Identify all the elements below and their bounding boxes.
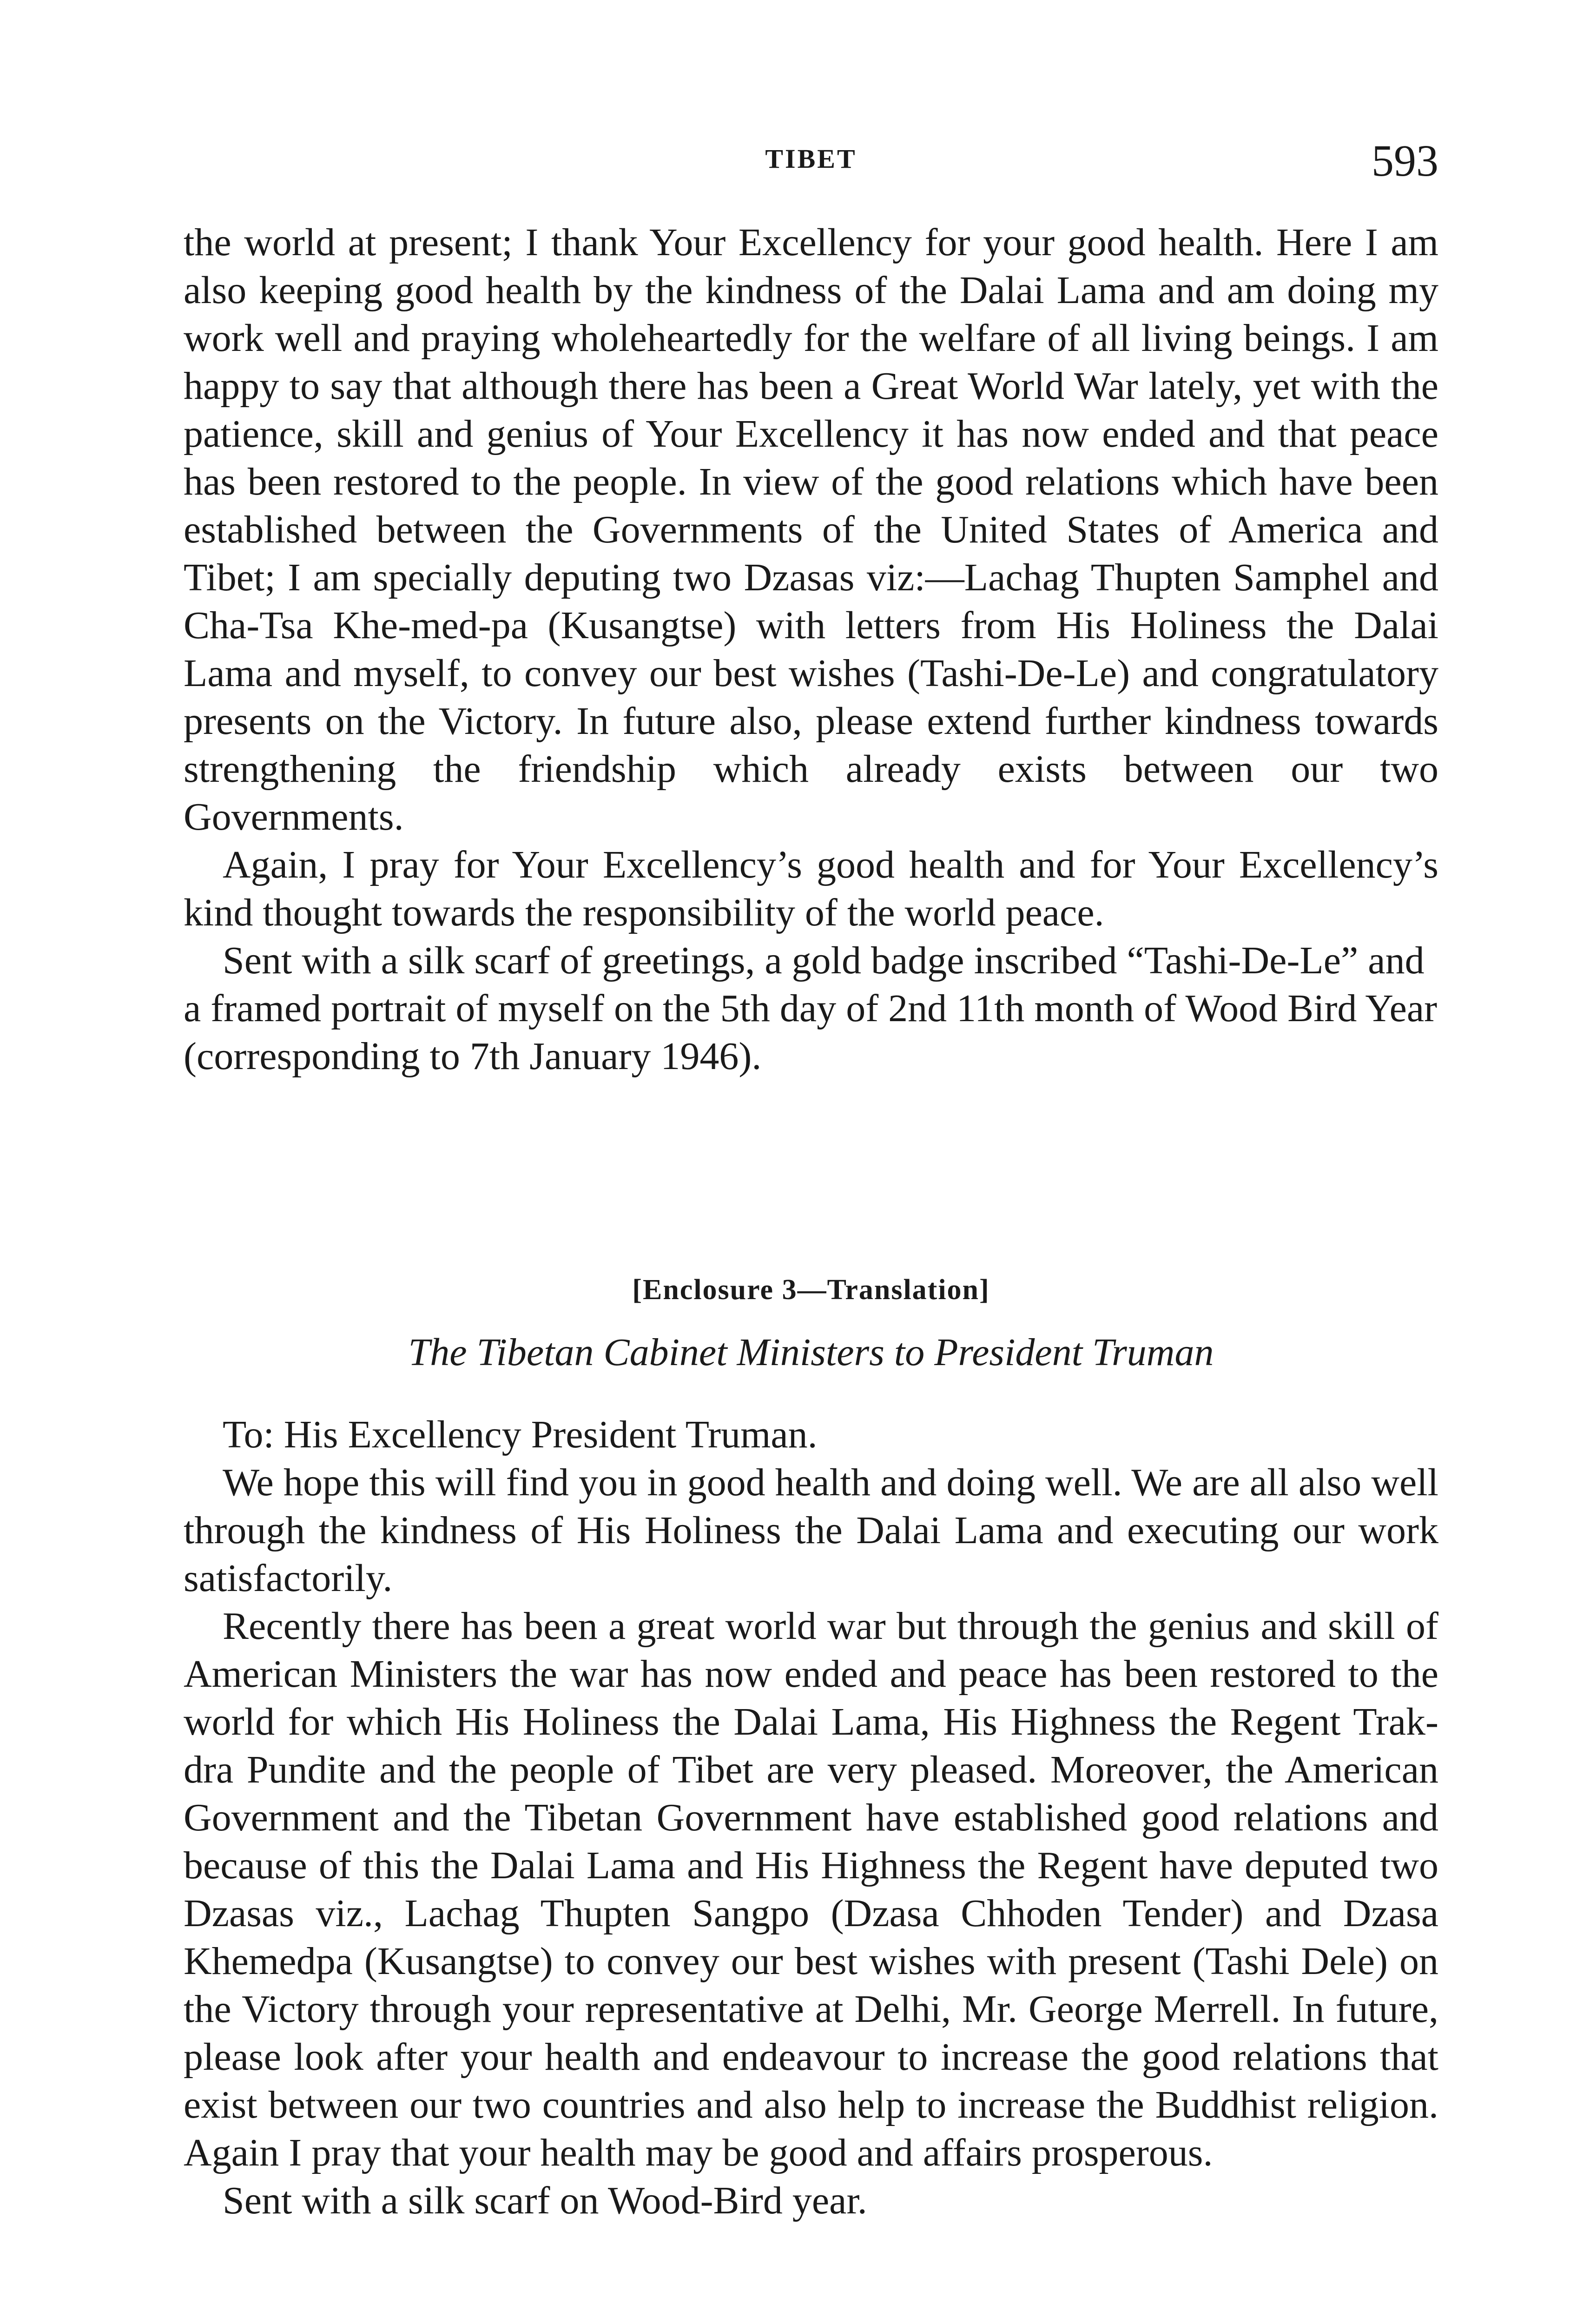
continuation-paragraph-3: Sent with a silk scarf of greetings, a gold badge inscribed “Tashi-De-Le” and a framed portrait of myself on the 5th day of 2nd 11th month of Wood Bird Year (corresponding to 7th January 1946). — [184, 939, 1438, 1078]
enclosure-text — [184, 1411, 1438, 2225]
addressee-line: To: His Excellency President Truman. — [223, 1413, 818, 1456]
page-number: 593 — [1372, 136, 1438, 185]
enclosure-paragraph-3: Sent with a silk scarf on Wood-Bird year. — [223, 2179, 867, 2222]
running-head: TIBET — [765, 144, 857, 174]
enclosure-paragraph-1: We hope this will find you in good health and doing well. We are all also well through the kindness of His Holiness the Dalai Lama and executing our work satisfactorily. — [184, 1461, 1438, 1600]
continuation-text — [184, 218, 1438, 1080]
continuation-paragraph-2: Again, I pray for Your Excellency’s good health and for Your Excellency’s kind thought towards the responsibility of the world peace. — [184, 843, 1438, 934]
letter-title: The Tibetan Cabinet Ministers to President Truman — [408, 1331, 1214, 1374]
continuation-paragraph-1: the world at present; I thank Your Excellency for your good health. Here I am also keeping good health by the kindness of the Dalai Lama and am doing my work well and praying wholeheartedly for the welfare of all living beings. I am happy to say that although there has been a Great World War lately, yet with the patience, skill and genius of Your Excellency it has now ended and that peace has been restored to the people. In view of the good relations which have been established between the Governments of the United States of America and Tibet; I am specially deputing two Dzasas viz:—Lachag Thupten Samphel and Cha-Tsa Khe-med-pa (Kusangtse) with letters from His Holiness the Dalai Lama and myself, to convey our best wishes (Tashi-De-Le) and congratulatory presents on the Victory. In future also, please extend further kindness towards strengthening the friendship which already exists between our two Governments. — [184, 221, 1438, 838]
page-header — [184, 135, 1438, 186]
enclosure-paragraph-2: Recently there has been a great world war but through the genius and skill of American Ministers the war has now ended and peace has been restored to the world for which His Holiness the Dalai Lama, His Highness the Regent Trak-dra Pundite and the people of Tibet are very pleased. Moreover, the American Government and the Tibetan Government have established good relations and because of this the Dalai Lama and His Highness the Regent have deputed two Dzasas viz., Lachag Thupten Sangpo (Dzasa Chhoden Tender) and Dzasa Khemedpa (Kusangtse) to convey our best wishes with present (Tashi Dele) on the Victory through your representative at Delhi, Mr. George Merrell. In future, please look after your health and endeavour to increase the good relations that exist between our two countries and also help to increase the Buddhist religion. Again I pray that your health may be good and affairs prosperous. — [184, 1604, 1438, 2174]
enclosure-label: [Enclosure 3—Translation] — [632, 1274, 990, 1306]
enclosure-heading — [184, 1269, 1438, 1376]
